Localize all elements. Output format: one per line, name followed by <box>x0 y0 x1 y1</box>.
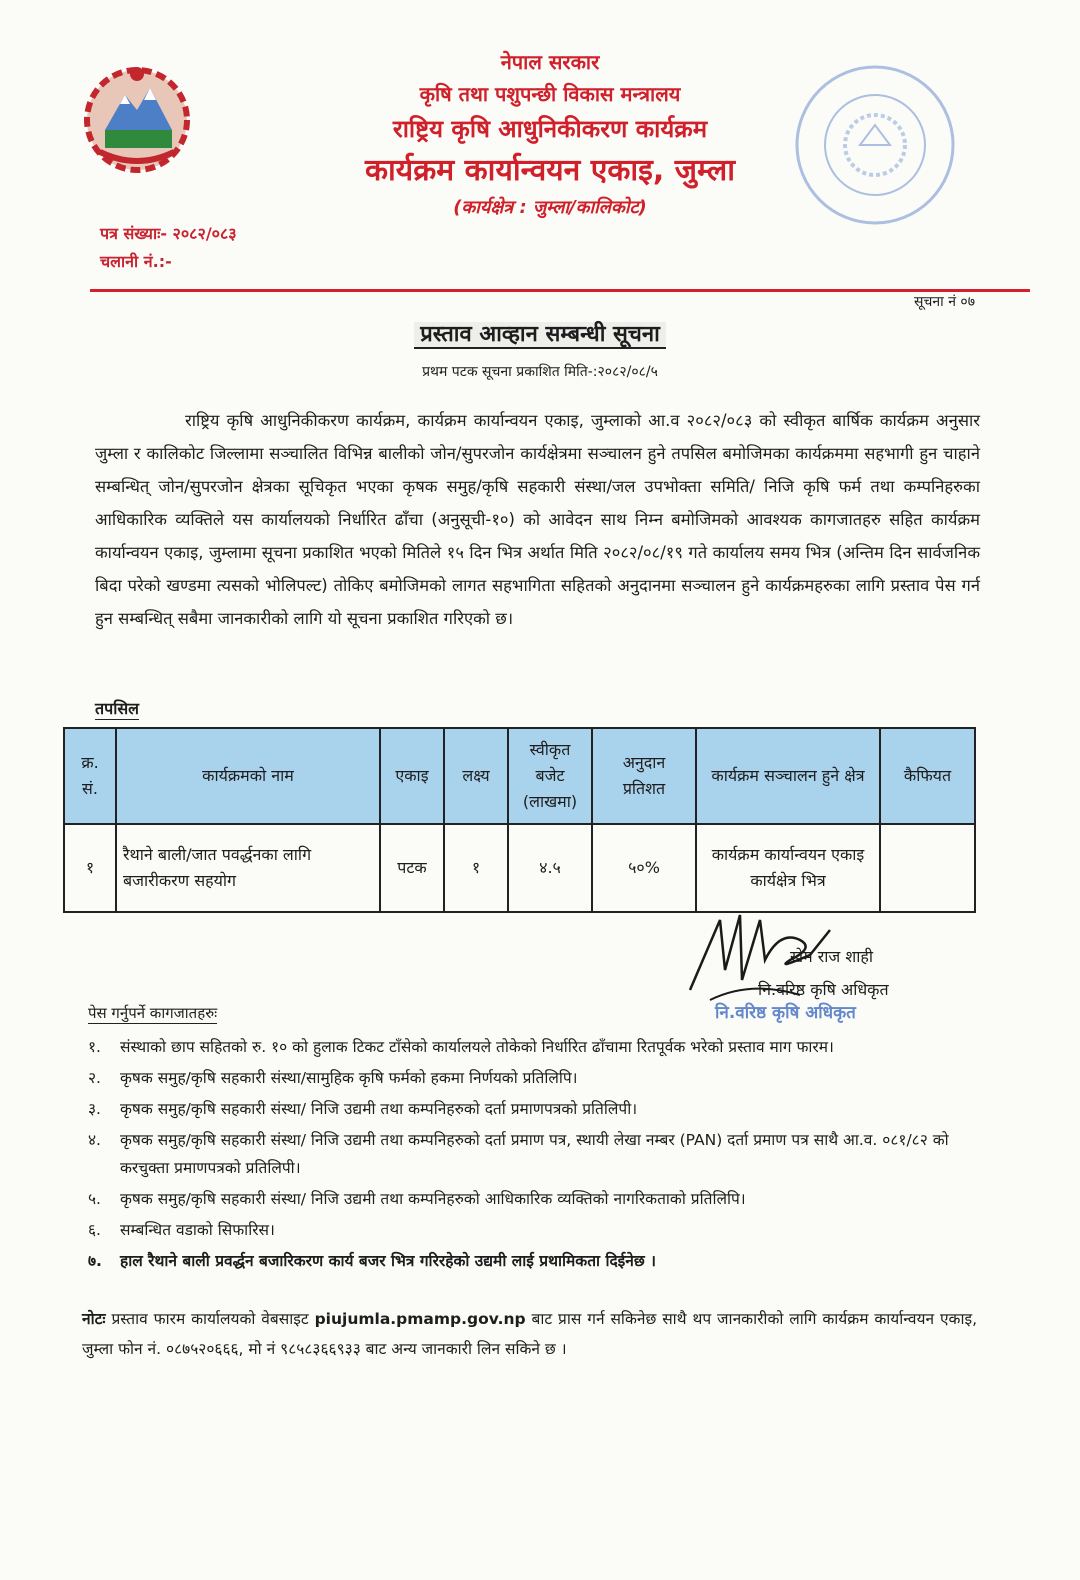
publish-date: प्रथम पटक सूचना प्रकाशित मिति-:२०८२/०८/५ <box>422 364 658 380</box>
col-unit: एकाइ <box>380 728 444 824</box>
cell-serial: १ <box>64 824 116 912</box>
col-grant-percent: अनुदान प्रतिशत <box>592 728 696 824</box>
header-office: कार्यक्रम कार्यान्वयन एकाइ, जुम्ला <box>365 153 735 188</box>
dispatch-number: चलानी नं.:- <box>100 252 172 271</box>
list-item-text: हाल रैथाने बाली प्रवर्द्धन बजारिकरण कार्य बजर भित्र गरिरहेको उद्यमी लाई प्रथामिकता दिईनेछ । <box>120 1252 657 1270</box>
note-prefix: नोटः <box>82 1310 106 1328</box>
header-jurisdiction: (कार्यक्षेत्र : जुम्ला/कालिकोट) <box>453 197 647 218</box>
cell-program-name: रैथाने बाली/जात पवर्द्धनका लागि बजारीकरण सहयोग <box>116 824 380 912</box>
col-target: लक्ष्य <box>444 728 508 824</box>
cell-target: १ <box>444 824 508 912</box>
notice-title-text: प्रस्ताव आव्हान सम्बन्धी सूचना <box>414 322 666 349</box>
note-part2: बाट प्रास गर्न सकिनेछ साथै थप जानकारीको लागि कार्यक्रम कार्यान्वयन एकाइ, जुम्ला फोन नं. ०८७५२०६६६, मो नं ९८५८३६६९३३ बाट अन्य जानकारी लिन सकिने छ । <box>82 1310 978 1358</box>
list-item <box>88 1247 988 1275</box>
list-item-number: ६. <box>88 1221 101 1239</box>
list-item-text: कृषक समुह/कृषि सहकारी संस्था/ निजि उद्यमी तथा कम्पनिहरुको दर्ता प्रमाण पत्र, स्थायी लेखा नम्बर (PAN) दर्ता प्रमाण पत्र साथै आ.व. ०८१/८२ को करचुक्ता प्रमाणपत्रको प्रतिलिपी। <box>120 1131 949 1177</box>
col-area: कार्यक्रम सञ्चालन हुने क्षेत्र <box>696 728 880 824</box>
table-row <box>64 824 975 912</box>
list-item-text: कृषक समुह/कृषि सहकारी संस्था/ निजि उद्यमी तथा कम्पनिहरुको दर्ता प्रमाणपत्रको प्रतिलिपी। <box>120 1100 638 1118</box>
col-serial: क्र. सं. <box>64 728 116 824</box>
notice-number: सूचना नं ०७ <box>914 294 975 310</box>
list-item-number: ३. <box>88 1100 101 1118</box>
note-part1: प्रस्ताव फारम कार्यालयको वेबसाइट <box>105 1310 315 1328</box>
list-item-number: ७. <box>88 1252 102 1270</box>
header-ministry: कृषि तथा पशुपन्छी विकास मन्त्रालय <box>419 82 681 106</box>
documents-heading: पेस गर्नुपर्ने कागजातहरुः <box>88 1004 218 1022</box>
documents-list <box>88 1033 988 1278</box>
signatory-stamp: नि.वरिष्ठ कृषि अधिकृत <box>715 1003 856 1023</box>
list-item-number: ५. <box>88 1190 101 1208</box>
list-item-text: संस्थाको छाप सहितको रु. १० को हुलाक टिकट टाँसेको कार्यालयले तोकेको निर्धारित ढाँचामा रितपूर्वक भरेको प्रस्ताव माग फारम। <box>120 1038 834 1056</box>
col-budget: स्वीकृत बजेट (लाखमा) <box>508 728 592 824</box>
cell-budget: ४.५ <box>508 824 592 912</box>
letterhead <box>0 40 1080 240</box>
list-item <box>88 1216 988 1244</box>
cell-area: कार्यक्रम कार्यान्वयन एकाइ कार्यक्षेत्र भित्र <box>696 824 880 912</box>
letter-number: पत्र संख्याः- २०८२/०८३ <box>100 224 237 243</box>
header-government: नेपाल सरकार <box>500 50 600 74</box>
website-link[interactable]: piujumla.pmamp.gov.np <box>314 1310 526 1328</box>
header-divider <box>90 289 1030 292</box>
list-item <box>88 1064 988 1092</box>
nepal-emblem-icon <box>80 60 195 175</box>
notice-title <box>0 318 1080 348</box>
cell-grant-percent: ५०% <box>592 824 696 912</box>
list-item <box>88 1185 988 1213</box>
notice-body: राष्ट्रिय कृषि आधुनिकीकरण कार्यक्रम, कार्यक्रम कार्यान्वयन एकाइ, जुम्लाको आ.व २०८२/०८३ को स्वीकृत बार्षिक कार्यक्रम अनुसार जुम्ला र कालिकोट जिल्लामा सञ्चालित विभिन्न बालीको जोन/सुपरजोन कार्यक्षेत्रमा सञ्चालन हुने तपसिल बमोजिमका कार्यक्रममा सहभागी हुन चाहाने सम्बन्धित् जोन/सुपरजोन क्षेत्रका सूचिकृत भएका कृषक समुह/कृषि सहकारी संस्था/जल उपभोक्ता समिति/ निजि कृषि फर्म तथा कम्पनिहरुका आधिकारिक व्यक्तिले यस कार्यालयको निर्धारित ढाँचा (अनुसूची-१०) को आवेदन साथ निम्न बमोजिमको आवश्यक कागजातहरु सहित कार्यक्रम कार्यान्वयन एकाइ, जुम्लामा सूचना प्रकाशित भएको मितिले १५ दिन भित्र अर्थात मिति २०८२/०८/१९ गते कार्यालय समय भित्र (अन्तिम दिन सार्वजनिक बिदा परेको खण्डमा त्यसको भोलिपल्ट) तोकिए बमोजिमको लागत सहभागिता सहितको अनुदानमा सञ्चालन हुने कार्यक्रमहरुका लागि प्रस्ताव पेस गर्न हुन सम्बन्धित् सबैमा जानकारीको लागि यो सूचना प्रकाशित गरिएको छ। <box>95 411 980 628</box>
table-heading: तपसिल <box>95 699 140 718</box>
list-item <box>88 1126 988 1182</box>
col-remarks: कैफियत <box>880 728 975 824</box>
list-item-text: सम्बन्धित वडाको सिफारिस। <box>120 1221 275 1239</box>
list-item <box>88 1095 988 1123</box>
col-program-name: कार्यक्रमको नाम <box>116 728 380 824</box>
list-item-number: २. <box>88 1069 101 1087</box>
list-item-number: १. <box>88 1038 101 1056</box>
list-item <box>88 1033 988 1061</box>
signatory-name: खेम राज शाही <box>790 947 874 966</box>
signatory-title: नि.वरिष्ठ कृषि अधिकृत <box>758 980 889 999</box>
program-table <box>63 727 976 913</box>
list-item-text: कृषक समुह/कृषि सहकारी संस्था/ निजि उद्यमी तथा कम्पनिहरुको आधिकारिक व्यक्तिको नागरिकताको प्रतिलिपि। <box>120 1190 746 1208</box>
note-paragraph <box>82 1304 977 1364</box>
header-program: राष्ट्रिय कृषि आधुनिकीकरण कार्यक्रम <box>392 115 708 143</box>
office-seal-icon <box>790 60 960 230</box>
list-item-number: ४. <box>88 1131 101 1149</box>
table-header-row <box>64 728 975 824</box>
list-item-text: कृषक समुह/कृषि सहकारी संस्था/सामुहिक कृषि फर्मको हकमा निर्णयको प्रतिलिपि। <box>120 1069 578 1087</box>
cell-remarks <box>880 824 975 912</box>
cell-unit: पटक <box>380 824 444 912</box>
